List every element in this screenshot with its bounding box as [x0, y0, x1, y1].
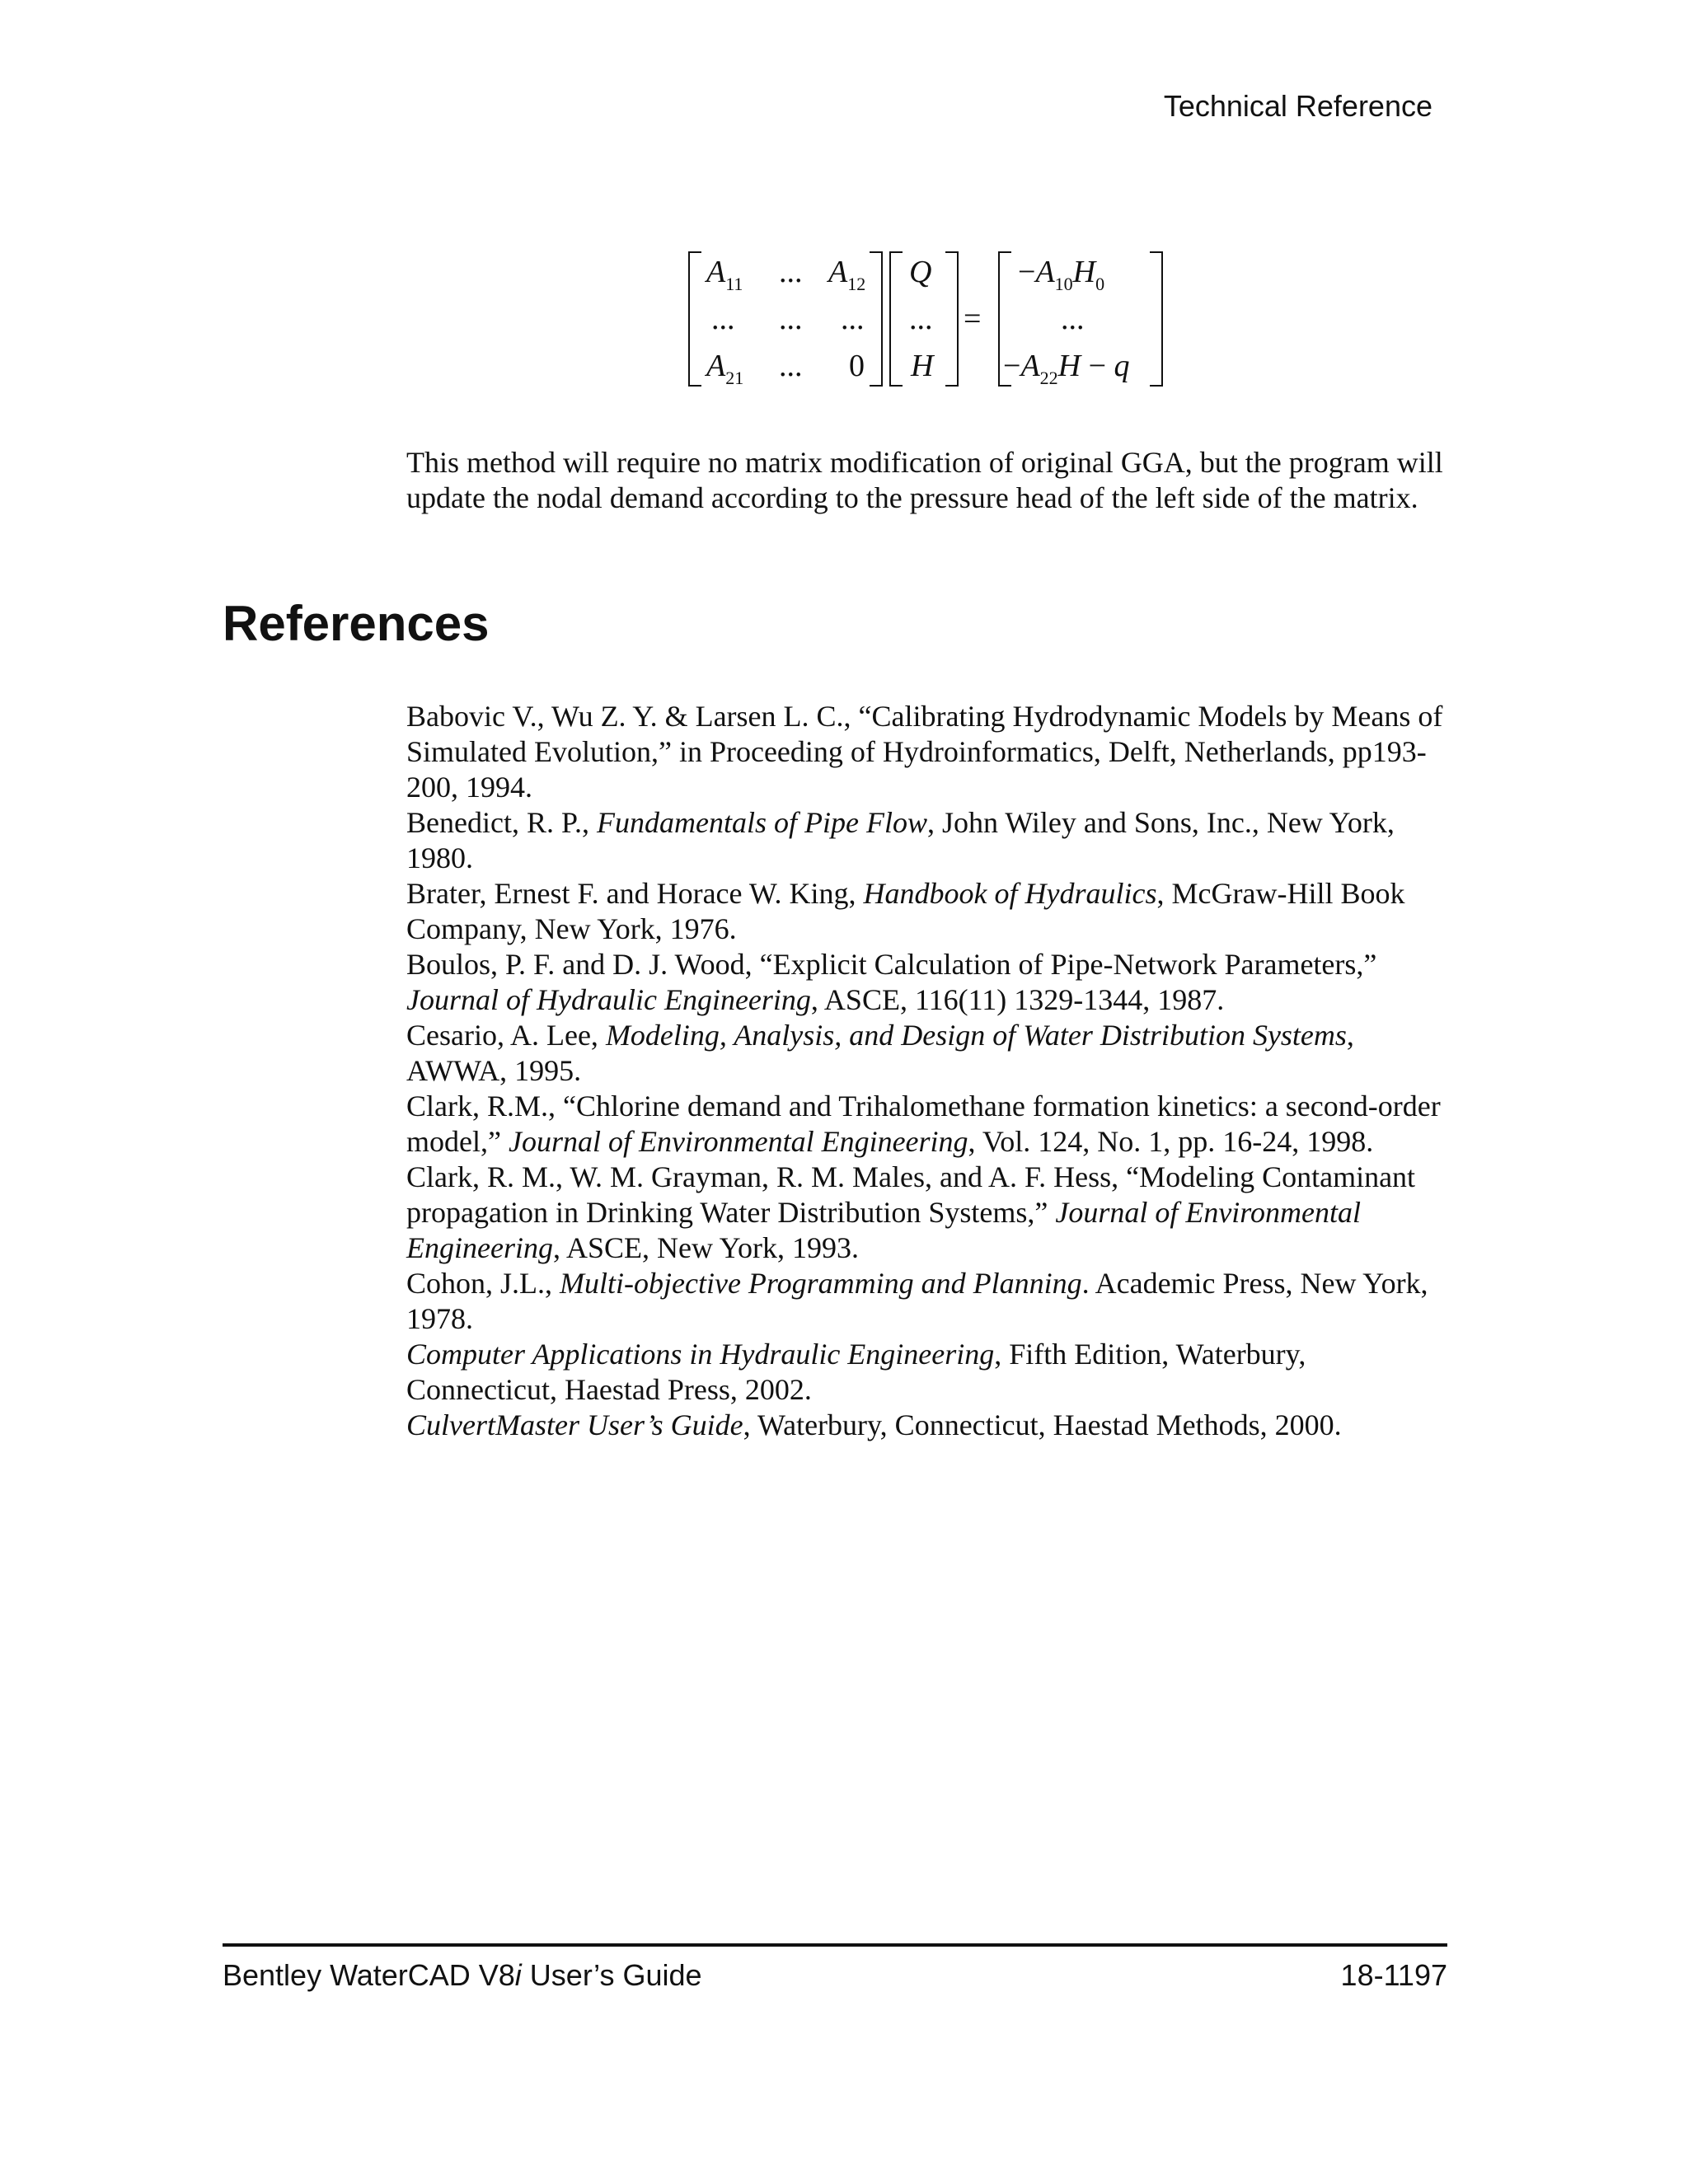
references-heading: References	[223, 596, 490, 651]
intro-paragraph	[406, 445, 1447, 516]
rhs-right-bracket	[1150, 251, 1163, 387]
vector-dots: ...	[909, 302, 933, 336]
matrix-dots: ...	[779, 302, 803, 336]
reference-entry: Benedict, R. P., Fundamentals of Pipe Flow, John Wiley and Sons, Inc., New York, 1980.	[406, 806, 1395, 874]
matrix-dots: ...	[841, 302, 865, 336]
vector-left-bracket	[889, 251, 903, 387]
matrix-dots: ...	[711, 302, 735, 336]
reference-entry: Brater, Ernest F. and Horace W. King, Handbook of Hydraulics, McGraw-Hill Book Company, New York, 1976.	[406, 877, 1405, 945]
reference-entry: Computer Applications in Hydraulic Engineering, Fifth Edition, Waterbury, Connecticut, Haestad Press, 2002.	[406, 1338, 1306, 1406]
vector-right-bracket	[945, 251, 959, 387]
lhs-left-bracket	[688, 251, 701, 387]
matrix-equation	[688, 239, 1166, 396]
reference-entry: Babovic V., Wu Z. Y. & Larsen L. C., “Calibrating Hydrodynamic Models by Means of Simulated Evolution,” in Proceeding of Hydroinformatics, Delft, Netherlands, pp193-200, 1994.	[406, 700, 1443, 804]
lhs-right-bracket	[870, 251, 883, 387]
reference-entry: Boulos, P. F. and D. J. Wood, “Explicit Calculation of Pipe-Network Parameters,” Journal of Hydraulic Engineering, ASCE, 116(11) 1329-1344, 1987.	[406, 948, 1377, 1016]
vector-q: Q	[909, 255, 932, 289]
matrix-dots: ...	[779, 255, 803, 289]
intro-paragraph-text: This method will require no matrix modification of original GGA, but the program will update the nodal demand according to the pressure head of the left side of the matrix.	[406, 446, 1443, 514]
matrix-a21: $A_{21}$	[706, 349, 744, 388]
rhs-row1: $-A_{10}H_0$	[1018, 255, 1105, 294]
reference-entry: Clark, R. M., W. M. Grayman, R. M. Males, and A. F. Hess, “Modeling Contaminant propagation in Drinking Water Distribution Systems,” Journal of Environmental Engineering, ASCE, New York, 1993.	[406, 1160, 1416, 1264]
page-number: 18-1197	[1340, 1958, 1447, 1992]
matrix-a11: $A_{11}$	[706, 255, 743, 294]
rhs-dots: ...	[1061, 302, 1085, 336]
references-list	[406, 699, 1447, 1443]
reference-entry: Cohon, J.L., Multi-objective Programming and Planning. Academic Press, New York, 1978.	[406, 1267, 1428, 1335]
rhs-row3: $-A_{22}H - q$	[1003, 349, 1130, 388]
reference-entry: Cesario, A. Lee, Modeling, Analysis, and Design of Water Distribution Systems, AWWA, 1995.	[406, 1019, 1354, 1087]
matrix-dots: ...	[779, 349, 803, 383]
matrix-zero: 0	[849, 349, 865, 383]
matrix-a12: $A_{12}$	[828, 255, 866, 294]
running-head: Technical Reference	[1163, 89, 1432, 123]
vector-h: H	[911, 349, 934, 383]
reference-entry: Clark, R.M., “Chlorine demand and Trihalomethane formation kinetics: a second-order model,” Journal of Environmental Engineering, Vol. 124, No. 1, pp. 16-24, 1998.	[406, 1090, 1441, 1158]
reference-entry: CulvertMaster User’s Guide, Waterbury, Connecticut, Haestad Methods, 2000.	[406, 1408, 1342, 1441]
footer-rule	[223, 1943, 1447, 1947]
footer-title: Bentley WaterCAD V8i User’s Guide	[223, 1958, 702, 1992]
equals-sign: =	[964, 302, 982, 336]
